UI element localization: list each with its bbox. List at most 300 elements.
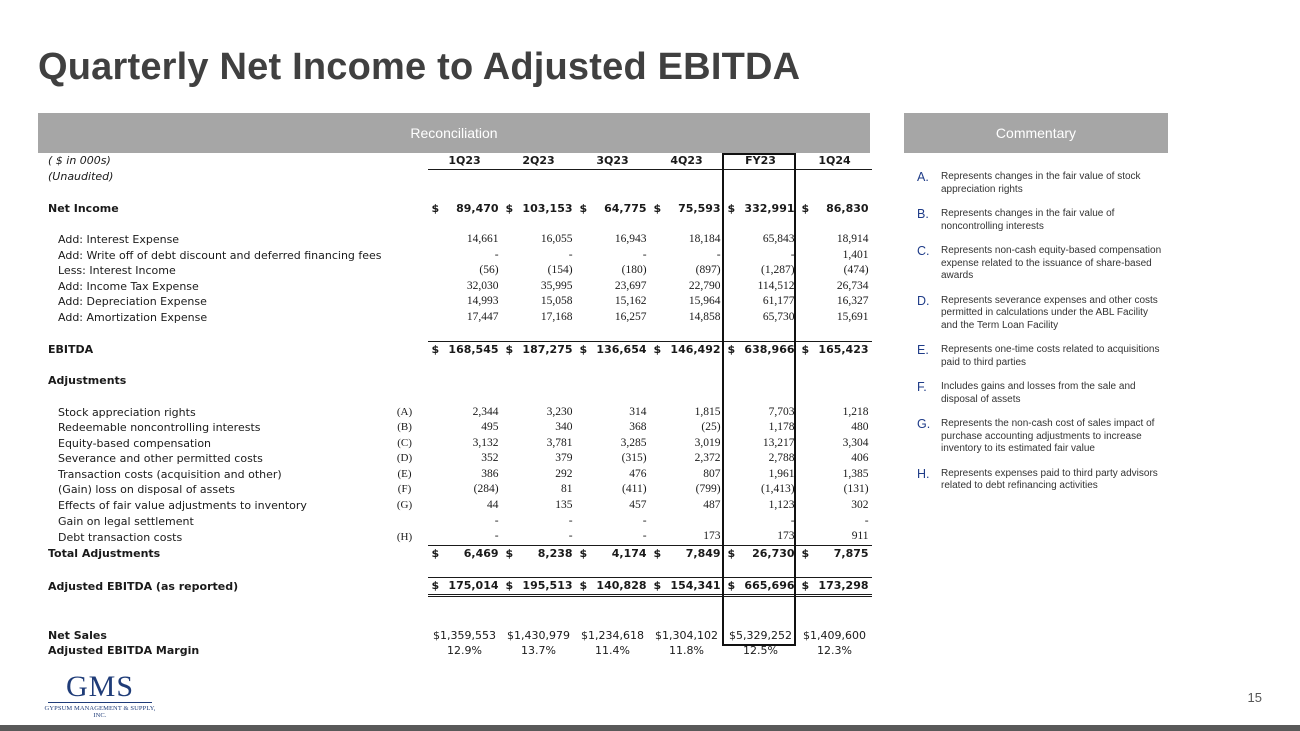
currency-symbol: $ [801, 546, 810, 560]
cell-value: (131) [843, 483, 869, 496]
row-note-reference [382, 232, 428, 248]
cell-value [650, 326, 724, 342]
cell-value: 16,257 [614, 310, 647, 323]
table-row [44, 498, 872, 514]
row-note-reference [382, 342, 428, 358]
cell-value: 173 [703, 530, 721, 543]
logo-mark: GMS [48, 672, 152, 703]
table-cell [798, 578, 872, 596]
reconciliation-table [44, 153, 872, 659]
table-cell [650, 545, 724, 561]
cell-value [428, 169, 502, 185]
row-note-reference [382, 201, 428, 217]
cell-value: (1,287) [760, 264, 795, 277]
table-row [44, 420, 872, 436]
table-cell [576, 578, 650, 596]
table-cell [428, 342, 502, 358]
commentary-text: Represents severance expenses and other costs permitted in calculations under the ABL Facility and the Term Loan Facility [941, 294, 1158, 331]
row-label [44, 595, 382, 612]
row-label: Less: Interest Income [58, 264, 176, 278]
currency-symbol: $ [431, 546, 440, 560]
row-label: Adjusted EBITDA (as reported) [48, 579, 239, 593]
row-label [44, 389, 382, 405]
cell-value: 911 [851, 530, 869, 543]
cell-value [798, 561, 872, 577]
commentary-letter: A. [917, 170, 929, 184]
cell-value: 154,341 [670, 579, 721, 593]
cell-value: 35,995 [540, 279, 573, 292]
table-cell [798, 342, 872, 358]
cell-value [576, 389, 650, 405]
cell-value [798, 595, 872, 612]
commentary-letter: F. [917, 380, 927, 394]
currency-symbol: $ [431, 343, 440, 357]
cell-value [724, 389, 798, 405]
row-note-reference [382, 389, 428, 405]
commentary-item [917, 171, 1162, 196]
cell-value [576, 326, 650, 342]
cell-value: 168,545 [448, 343, 499, 357]
cell-value: 81 [561, 483, 573, 496]
cell-value: 3,304 [842, 436, 869, 449]
row-note-reference [382, 628, 428, 644]
cell-value: 3,230 [546, 405, 573, 418]
cell-value: 292 [555, 467, 573, 480]
cell-value: 340 [555, 421, 573, 434]
row-note-reference [382, 561, 428, 577]
currency-symbol: $ [727, 201, 736, 215]
row-note-reference [382, 373, 428, 389]
cell-value: 2,372 [694, 452, 721, 465]
row-note-reference: (A) [396, 405, 413, 418]
row-note-reference: (H) [396, 530, 413, 543]
row-label: Redeemable noncontrolling interests [58, 421, 261, 435]
table-header-row [44, 153, 872, 169]
currency-symbol: $ [653, 201, 662, 215]
logo-subtitle: GYPSUM MANAGEMENT & SUPPLY, INC. [44, 705, 156, 719]
cell-value: - [642, 514, 647, 527]
column-header: 4Q23 [650, 153, 724, 169]
currency-symbol: $ [505, 201, 514, 215]
cell-value: 1,815 [694, 405, 721, 418]
commentary-text: Represents expenses paid to third party advisors related to debt refinancing activities [941, 467, 1158, 491]
row-label: Add: Interest Expense [58, 232, 180, 246]
cell-value [798, 373, 872, 389]
table-row [44, 578, 872, 596]
cell-value: 386 [481, 467, 499, 480]
table-row [44, 342, 872, 358]
table-row [44, 373, 872, 389]
cell-value: 75,593 [678, 201, 721, 215]
currency-symbol: $ [505, 343, 514, 357]
currency-symbol: $ [801, 201, 810, 215]
cell-value: 195,513 [522, 579, 573, 593]
row-note-reference [382, 578, 428, 596]
row-label: Adjustments [48, 374, 127, 388]
commentary-item [917, 344, 1162, 369]
cell-value [650, 389, 724, 405]
row-note-reference: (C) [397, 436, 412, 449]
cell-value [650, 169, 724, 185]
cell-value: $1,430,979 [507, 628, 571, 642]
cell-value [502, 185, 576, 201]
cell-value: 368 [629, 421, 647, 434]
table-row [44, 451, 872, 467]
cell-value: 15,691 [836, 310, 869, 323]
cell-value: 11.8% [669, 644, 704, 658]
company-logo [40, 672, 160, 719]
row-label: Severance and other permitted costs [58, 452, 263, 466]
cell-value: 103,153 [522, 201, 573, 215]
table-row [44, 514, 872, 530]
cell-value: - [568, 514, 573, 527]
cell-value: 64,775 [604, 201, 647, 215]
cell-value [502, 326, 576, 342]
cell-value: (154) [547, 264, 573, 277]
row-label [44, 561, 382, 577]
cell-value: - [494, 530, 499, 543]
spacer-row [44, 216, 872, 232]
currency-symbol: $ [727, 343, 736, 357]
cell-value: 1,123 [768, 499, 795, 512]
table-row [44, 248, 872, 264]
cell-value: 7,875 [833, 546, 869, 560]
cell-value [724, 595, 798, 612]
cell-value [724, 561, 798, 577]
row-label [44, 358, 382, 374]
row-note-reference [382, 514, 428, 530]
cell-value: 89,470 [456, 201, 499, 215]
currency-symbol: $ [801, 579, 810, 593]
spacer-row [44, 561, 872, 577]
cell-value: 187,275 [522, 343, 573, 357]
cell-value: $1,359,553 [433, 628, 497, 642]
cell-value: 12.9% [447, 644, 482, 658]
cell-value [428, 185, 502, 201]
cell-value: 302 [851, 499, 869, 512]
cell-value: - [494, 514, 499, 527]
cell-value: 13.7% [521, 644, 556, 658]
cell-value [724, 326, 798, 342]
cell-value: 173,298 [818, 579, 869, 593]
commentary-item [917, 381, 1162, 406]
cell-value: 114,512 [757, 279, 795, 292]
units-label: ( $ in 000s) [48, 154, 111, 168]
cell-value: 7,703 [768, 405, 795, 418]
commentary-letter: H. [917, 466, 930, 481]
cell-value [724, 612, 798, 628]
cell-value: 7,849 [685, 546, 721, 560]
cell-value: - [642, 530, 647, 543]
currency-symbol: $ [431, 201, 440, 215]
row-note-reference [382, 169, 428, 185]
table-cell [502, 342, 576, 358]
currency-symbol: $ [579, 579, 588, 593]
table-row [44, 482, 872, 498]
cell-value [650, 185, 724, 201]
cell-value: 15,162 [614, 295, 647, 308]
cell-value: 65,730 [762, 310, 795, 323]
cell-value [650, 373, 724, 389]
cell-value [650, 561, 724, 577]
cell-value: (25) [701, 421, 721, 434]
cell-value: 16,327 [836, 295, 869, 308]
cell-value [724, 373, 798, 389]
cell-value [502, 612, 576, 628]
table-cell [724, 201, 798, 217]
cell-value [798, 389, 872, 405]
commentary-header: Commentary [904, 113, 1168, 153]
row-label: (Unaudited) [48, 170, 114, 184]
spacer-row [44, 389, 872, 405]
cell-value [724, 185, 798, 201]
cell-value: 1,385 [842, 467, 869, 480]
cell-value [798, 326, 872, 342]
cell-value: 2,344 [472, 405, 499, 418]
table-row [44, 436, 872, 452]
table-row [44, 643, 872, 659]
row-label: Effects of fair value adjustments to inventory [58, 499, 307, 513]
column-header: 2Q23 [502, 153, 576, 169]
cell-value [798, 216, 872, 232]
cell-value: 8,238 [537, 546, 573, 560]
cell-value: 26,734 [836, 279, 869, 292]
cell-value: 175,014 [448, 579, 499, 593]
cell-value: - [864, 514, 869, 527]
cell-value: 1,401 [842, 248, 869, 261]
column-header: 1Q23 [428, 153, 502, 169]
table-cell [576, 545, 650, 561]
table-cell [576, 201, 650, 217]
currency-symbol: $ [579, 546, 588, 560]
cell-value [428, 216, 502, 232]
cell-value: (56) [479, 264, 499, 277]
page-number: 15 [1247, 690, 1262, 705]
table-cell [650, 342, 724, 358]
commentary-text: Represents non-cash equity-based compensation expense related to the issuance of share-based awards [941, 245, 1162, 281]
table-cell [798, 201, 872, 217]
table-cell [576, 342, 650, 358]
cell-value [798, 612, 872, 628]
cell-value: 16,943 [614, 232, 647, 245]
cell-value [650, 358, 724, 374]
row-label: Adjusted EBITDA Margin [48, 644, 200, 658]
column-header: 1Q24 [798, 153, 872, 169]
commentary-item [917, 418, 1162, 456]
cell-value: (411) [622, 483, 647, 496]
currency-symbol: $ [801, 343, 810, 357]
cell-value [576, 216, 650, 232]
commentary-item [917, 295, 1162, 333]
commentary-item [917, 245, 1162, 283]
cell-value: 12.5% [743, 644, 778, 658]
cell-value: 18,184 [688, 232, 721, 245]
cell-value [428, 595, 502, 612]
cell-value [428, 561, 502, 577]
commentary-text: Represents changes in the fair value of stock appreciation rights [941, 171, 1141, 195]
cell-value [576, 169, 650, 185]
table-cell [502, 201, 576, 217]
cell-value [650, 216, 724, 232]
commentary-item [917, 468, 1162, 493]
cell-value: - [642, 248, 647, 261]
cell-value: - [568, 530, 573, 543]
row-label: Add: Write off of debt discount and deferred financing fees [58, 248, 382, 262]
cell-value: 638,966 [744, 343, 795, 357]
commentary-letter: E. [917, 343, 929, 357]
row-label [44, 326, 382, 342]
cell-value: - [716, 248, 721, 261]
table-cell [650, 578, 724, 596]
cell-value [502, 216, 576, 232]
row-label: Net Income [48, 201, 119, 215]
cell-value [428, 612, 502, 628]
table-cell [724, 342, 798, 358]
spacer-row [44, 326, 872, 342]
table-cell [428, 201, 502, 217]
row-note-reference [382, 643, 428, 659]
cell-value: 406 [851, 452, 869, 465]
cell-value: 476 [629, 467, 647, 480]
cell-value: $1,234,618 [581, 628, 645, 642]
cell-value [576, 358, 650, 374]
cell-value [576, 595, 650, 612]
row-note-reference [382, 294, 428, 310]
cell-value: - [790, 248, 795, 261]
cell-value: 15,964 [688, 295, 721, 308]
table-row [44, 545, 872, 561]
cell-value: 14,993 [466, 295, 499, 308]
cell-value [576, 561, 650, 577]
spacer-row [44, 358, 872, 374]
currency-symbol: $ [579, 343, 588, 357]
cell-value: 65,843 [762, 232, 795, 245]
table-row [44, 310, 872, 326]
currency-symbol: $ [727, 579, 736, 593]
cell-value [724, 216, 798, 232]
cell-value [428, 358, 502, 374]
cell-value: 352 [481, 452, 499, 465]
page-title: Quarterly Net Income to Adjusted EBITDA [38, 46, 801, 88]
cell-value: (284) [473, 483, 499, 496]
cell-value: 807 [703, 467, 721, 480]
cell-value: 146,492 [670, 343, 721, 357]
commentary-letter: D. [917, 293, 930, 308]
cell-value: (897) [695, 264, 721, 277]
table-row [44, 263, 872, 279]
cell-value: 4,174 [611, 546, 647, 560]
reconciliation-header: Reconciliation [38, 113, 870, 153]
commentary-text: Represents the non-cash cost of sales impact of purchase accounting adjustments to increase inventory to its estimated fair value [941, 418, 1155, 454]
cell-value: 3,132 [472, 436, 499, 449]
cell-value: 2,788 [768, 452, 795, 465]
cell-value: (180) [621, 264, 647, 277]
cell-value: 457 [629, 499, 647, 512]
commentary-text: Includes gains and losses from the sale and disposal of assets [941, 381, 1136, 405]
row-note-reference [382, 595, 428, 612]
cell-value [502, 169, 576, 185]
table-cell [502, 578, 576, 596]
spacer-row [44, 185, 872, 201]
cell-value: 665,696 [744, 579, 795, 593]
cell-value [798, 169, 872, 185]
row-note-reference: (G) [396, 499, 413, 512]
cell-value: 23,697 [614, 279, 647, 292]
table-cell [724, 578, 798, 596]
cell-value [428, 389, 502, 405]
currency-symbol: $ [653, 579, 662, 593]
cell-value: $1,304,102 [655, 628, 719, 642]
cell-value: 12.3% [817, 644, 852, 658]
row-label [44, 216, 382, 232]
currency-symbol: $ [505, 546, 514, 560]
cell-value: 140,828 [596, 579, 647, 593]
cell-value: 136,654 [596, 343, 647, 357]
cell-value: 13,217 [762, 436, 795, 449]
table-row [44, 279, 872, 295]
currency-symbol: $ [653, 546, 662, 560]
cell-value [428, 326, 502, 342]
cell-value [576, 185, 650, 201]
cell-value: 480 [851, 421, 869, 434]
cell-value [798, 358, 872, 374]
table-cell [724, 545, 798, 561]
row-note-reference [382, 185, 428, 201]
cell-value: 135 [555, 499, 573, 512]
cell-value [650, 514, 724, 530]
cell-value: 17,447 [466, 310, 499, 323]
cell-value: - [790, 514, 795, 527]
cell-value [724, 358, 798, 374]
row-note-reference [382, 545, 428, 561]
cell-value [724, 169, 798, 185]
cell-value: 61,177 [762, 295, 795, 308]
row-label: (Gain) loss on disposal of assets [58, 483, 235, 497]
spacer-row [44, 595, 872, 612]
row-note-reference: (F) [397, 483, 412, 496]
commentary-list [917, 171, 1162, 505]
row-note-reference [382, 612, 428, 628]
row-note-reference [382, 248, 428, 264]
cell-value: 16,055 [540, 232, 573, 245]
row-label [44, 185, 382, 201]
cell-value: 86,830 [826, 201, 869, 215]
cell-value [798, 185, 872, 201]
column-header: FY23 [724, 153, 798, 169]
table-row [44, 628, 872, 644]
row-label: Equity-based compensation [58, 436, 212, 450]
row-label: Debt transaction costs [58, 530, 183, 544]
row-label: Net Sales [48, 628, 107, 642]
cell-value: (799) [695, 483, 721, 496]
row-label: EBITDA [48, 342, 94, 356]
table-row [44, 201, 872, 217]
commentary-text: Represents changes in the fair value of noncontrolling interests [941, 208, 1115, 232]
cell-value [502, 595, 576, 612]
cell-value [428, 373, 502, 389]
row-note-reference [382, 216, 428, 232]
cell-value [650, 612, 724, 628]
table-cell [428, 578, 502, 596]
commentary-letter: C. [917, 244, 930, 258]
cell-value: - [494, 248, 499, 261]
cell-value: - [568, 248, 573, 261]
cell-value: (1,413) [760, 483, 795, 496]
footer-bar [0, 725, 1300, 731]
cell-value [502, 389, 576, 405]
table-row [44, 467, 872, 483]
cell-value: 11.4% [595, 644, 630, 658]
